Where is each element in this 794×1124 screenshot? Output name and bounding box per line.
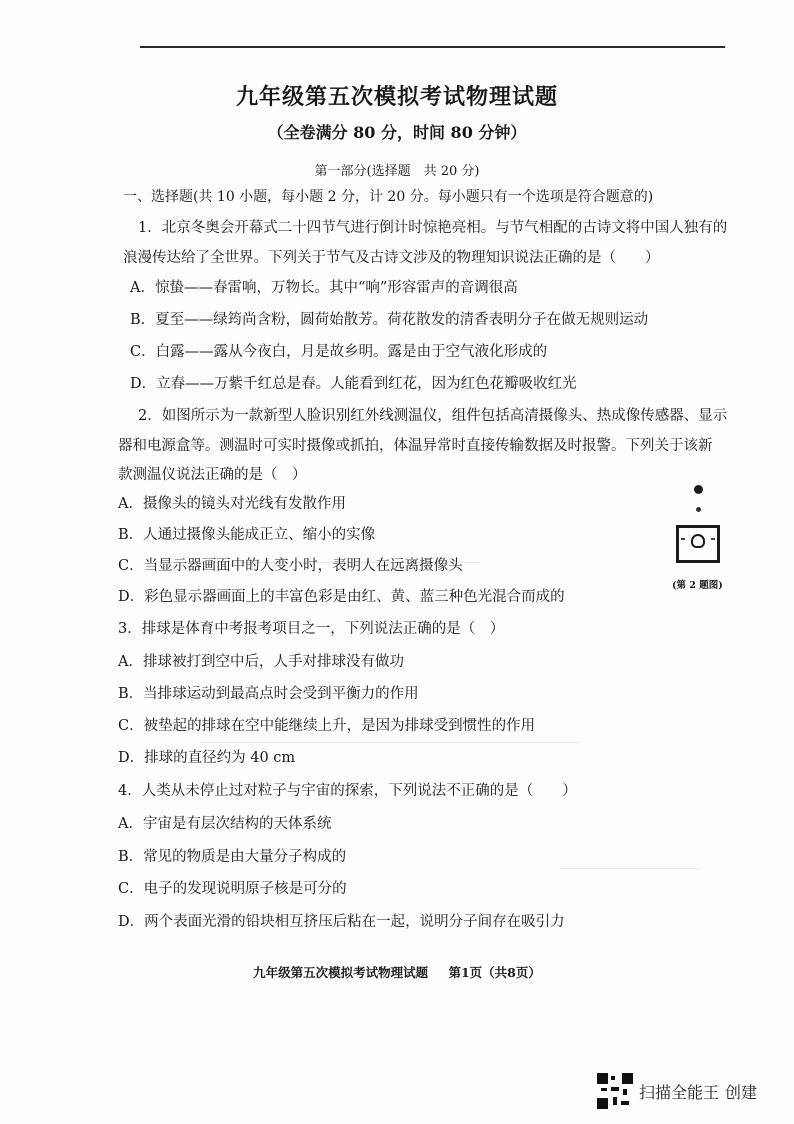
q4-option-a: A．宇宙是有层次结构的天体系统 bbox=[118, 816, 332, 832]
sensor-icon bbox=[696, 507, 701, 512]
bleed-through-mark bbox=[200, 742, 580, 743]
scanner-text bbox=[639, 1080, 763, 1103]
q3-option-a: A．排球被打到空中后，人手对排球没有做功 bbox=[118, 654, 404, 670]
screen-label-mark bbox=[711, 538, 715, 540]
qr-code-icon bbox=[597, 1073, 633, 1109]
camera-icon bbox=[694, 485, 703, 494]
display-screen bbox=[676, 525, 720, 563]
page-footer bbox=[0, 963, 794, 981]
q1-option-b: B．夏至——绿筠尚含粉，圆荷始散芳。荷花散发的清香表明分子在做无规则运动 bbox=[130, 312, 649, 328]
scanner-watermark bbox=[597, 1073, 763, 1109]
footer-page-number: 第1页（共8页） bbox=[448, 965, 541, 980]
q2-option-c: C．当显示器画面中的人变小时，表明人在远离摄像头 bbox=[118, 558, 463, 574]
screen-label-mark bbox=[681, 538, 685, 540]
q2-option-d: D．彩色显示器画面上的丰富色彩是由红、黄、蓝三种色光混合而成的 bbox=[118, 589, 565, 605]
q1-option-d: D．立春——万紫千红总是春。人能看到红花，因为红色花瓣吸收红光 bbox=[130, 376, 577, 392]
exam-subtitle: （全卷满分 80 分，时间 80 分钟） bbox=[267, 123, 527, 142]
q2-option-a: A．摄像头的镜头对光线有发散作用 bbox=[118, 496, 346, 512]
q3-option-c: C．被垫起的排球在空中能继续上升，是因为排球受到惯性的作用 bbox=[118, 718, 536, 734]
figure-caption: (第 2 题图) bbox=[672, 580, 723, 591]
q3-stem: 3．排球是体育中考报考项目之一，下列说法正确的是（ ） bbox=[118, 621, 505, 637]
scanner-app-name: 扫描全能王 bbox=[639, 1082, 720, 1102]
q2-option-b: B．人通过摄像头能成正立、缩小的实像 bbox=[118, 527, 376, 543]
q4-option-c: C．电子的发现说明原子核是可分的 bbox=[118, 881, 347, 897]
q1-option-c: C．白露——露从今夜白，月是故乡明。露是由于空气液化形成的 bbox=[130, 344, 548, 360]
q2-stem-line-1: 2．如图所示为一款新型人脸识别红外线测温仪，组件包括高清摄像头、热成像传感器、显示 bbox=[138, 408, 728, 424]
top-rule bbox=[140, 46, 725, 48]
q4-option-d: D．两个表面光滑的铅块相互挤压后粘在一起，说明分子间存在吸引力 bbox=[118, 914, 565, 930]
q4-option-b: B．常见的物质是由大量分子构成的 bbox=[118, 849, 347, 865]
face-icon bbox=[691, 534, 705, 548]
section-heading: 一、选择题(共 10 小题，每小题 2 分，计 20 分。每小题只有一个选项是符合题意的) bbox=[123, 189, 654, 205]
q2-stem-line-3: 款测温仪说法正确的是（ ） bbox=[118, 467, 307, 483]
q3-option-d: D．排球的直径约为 40 cm bbox=[118, 750, 296, 766]
q1-option-a: A．惊蛰——春雷响，万物长。其中“响”形容雷声的音调很高 bbox=[130, 280, 518, 296]
footer-exam-name: 九年级第五次模拟考试物理试题 bbox=[253, 965, 429, 980]
q2-stem-line-2: 器和电源盒等。测温时可实时摄像或抓拍，体温异常时直接传输数据及时报警。下列关于该新 bbox=[118, 438, 713, 454]
part-heading: 第一部分(选择题 共 20 分) bbox=[314, 164, 480, 179]
q4-stem: 4．人类从未停止过对粒子与宇宙的探索，下列说法不正确的是（ ） bbox=[118, 783, 577, 799]
bleed-through-mark bbox=[560, 868, 700, 869]
exam-title: 九年级第五次模拟考试物理试题 bbox=[235, 84, 558, 110]
q1-stem-line-1: 1．北京冬奥会开幕式二十四节气进行倒计时惊艳亮相。与节气相配的古诗文将中国人独有的 bbox=[138, 220, 728, 236]
scanner-action: 创建 bbox=[725, 1082, 758, 1102]
q1-stem-line-2: 浪漫传达给了全世界。下列关于节气及古诗文涉及的物理知识说法正确的是（ ） bbox=[123, 250, 660, 266]
q2-figure bbox=[672, 485, 728, 595]
q3-option-b: B．当排球运动到最高点时会受到平衡力的作用 bbox=[118, 686, 419, 702]
